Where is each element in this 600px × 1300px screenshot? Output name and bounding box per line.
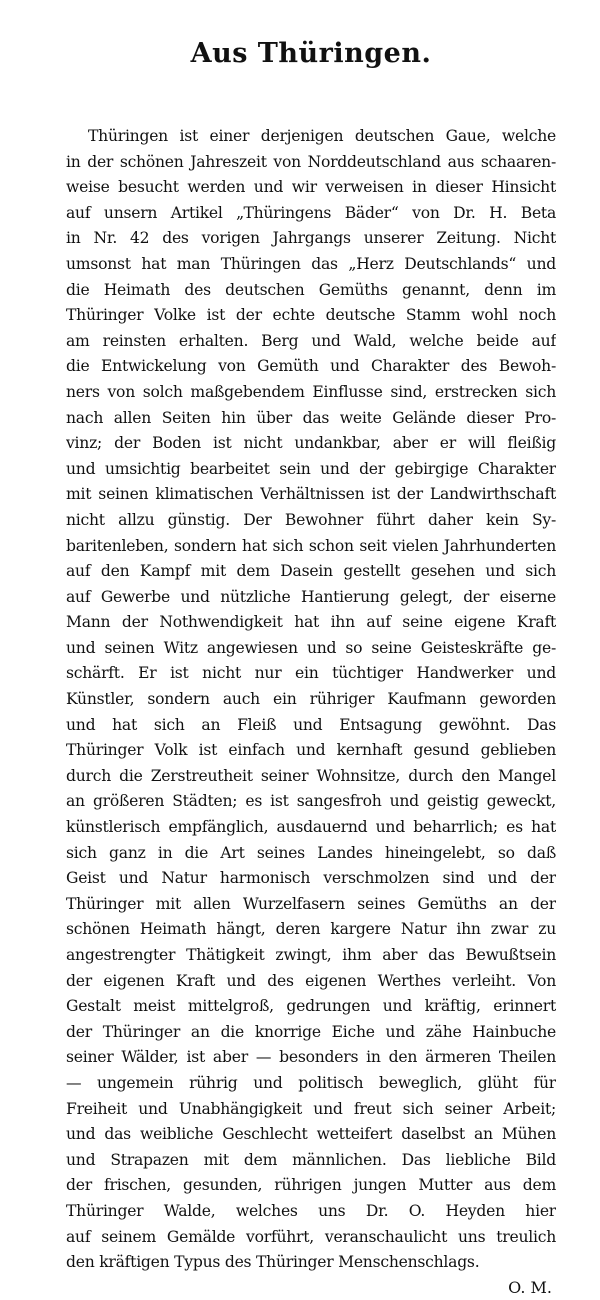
text-line: auf unsern Artikel „Thüringens Bäder“ von Dr. H. Beta — [66, 203, 556, 222]
text-line: schärft. Er ist nicht nur ein tüchtiger Handwerker und — [66, 664, 556, 683]
text-line: Thüringer mit allen Wurzelfasern seines Gemüths an der — [66, 894, 556, 913]
text-line: künstlerisch empfänglich, ausdauernd und beharrlich; es hat — [66, 818, 556, 837]
text-line: den kräftigen Typus des Thüringer Menschenschlags. — [66, 1253, 480, 1272]
text-line: nicht allzu günstig. Der Bewohner führt daher kein Sy- — [66, 510, 556, 529]
text-line: und seinen Witz angewiesen und so seine Geisteskräfte ge- — [66, 638, 556, 657]
text-line: und hat sich an Fleiß und Entsagung gewöhnt. Das — [66, 715, 556, 734]
text-line: umsonst hat man Thüringen das „Herz Deutschlands“ und — [66, 254, 556, 273]
text-line: sich ganz in die Art seines Landes hineingelebt, so daß — [66, 843, 556, 862]
text-line: Geist und Natur harmonisch verschmolzen sind und der — [66, 869, 556, 888]
text-line: Gestalt meist mittelgroß, gedrungen und kräftig, erinnert — [66, 997, 556, 1016]
text-line: Thüringer Walde, welches uns Dr. O. Heyden hier — [66, 1201, 556, 1220]
text-line: der Thüringer an die knorrige Eiche und zähe Hainbuche — [66, 1022, 556, 1041]
text-line: und das weibliche Geschlecht wetteifert daselbst an Mühen — [66, 1125, 556, 1144]
text-line: angestrengter Thätigkeit zwingt, ihm aber das Bewußtsein — [66, 946, 556, 964]
text-line: Thüringen ist einer derjenigen deutschen Gaue, welche — [88, 127, 556, 145]
text-line: ners von solch maßgebendem Einflusse sind, erstrecken sich — [66, 382, 556, 401]
text-line: Freiheit und Unabhängigkeit und freut sich seiner Arbeit; — [66, 1099, 556, 1118]
text-line: Künstler, sondern auch ein rühriger Kaufmann geworden — [66, 690, 556, 709]
text-line: auf den Kampf mit dem Dasein gestellt gesehen und sich — [66, 562, 556, 581]
text-line: auf seinem Gemälde vorführt, veranschaulicht uns treulich — [66, 1227, 556, 1246]
text-line: die Heimath des deutschen Gemüths genannt, denn im — [66, 280, 556, 299]
text-line: weise besucht werden und wir verweisen in dieser Hinsicht — [66, 178, 556, 197]
text-line: in Nr. 42 des vorigen Jahrgangs unserer Zeitung. Nicht — [66, 229, 556, 248]
article-body — [66, 124, 556, 1276]
text-line: und Strapazen mit dem männlichen. Das liebliche Bild — [66, 1150, 556, 1169]
text-line: und umsichtig bearbeitet sein und der gebirgige Charakter — [66, 459, 556, 478]
text-line: baritenleben, sondern hat sich schon seit vielen Jahrhunderten — [66, 536, 556, 555]
text-line: auf Gewerbe und nützliche Hantierung gelegt, der eiserne — [66, 587, 556, 606]
text-line: durch die Zerstreutheit seiner Wohnsitze, durch den Mangel — [66, 766, 556, 785]
text-line: — ungemein rührig und politisch beweglich, glüht für — [66, 1073, 556, 1092]
article-title: Aus Thüringen. — [190, 38, 432, 69]
text-line: nach allen Seiten hin über das weite Gelände dieser Pro- — [66, 408, 556, 427]
text-line: der frischen, gesunden, rührigen jungen Mutter aus dem — [66, 1176, 556, 1195]
text-line: die Entwickelung von Gemüth und Charakter des Bewoh- — [66, 357, 556, 376]
author-signature: O. M. — [508, 1277, 552, 1297]
text-line: vinz; der Boden ist nicht undankbar, aber er will fleißig — [66, 434, 556, 453]
text-line: am reinsten erhalten. Berg und Wald, welche beide auf — [66, 331, 556, 350]
text-line: der eigenen Kraft und des eigenen Werthes verleiht. Von — [66, 971, 556, 990]
text-line: seiner Wälder, ist aber — besonders in den ärmeren Theilen — [66, 1048, 556, 1067]
text-line: schönen Heimath hängt, deren kargere Natur ihn zwar zu — [66, 920, 556, 939]
text-line: Thüringer Volk ist einfach und kernhaft gesund geblieben — [66, 741, 556, 760]
text-line: mit seinen klimatischen Verhältnissen ist der Landwirthschaft — [66, 485, 556, 504]
text-line: Thüringer Volke ist der echte deutsche Stamm wohl noch — [66, 306, 556, 325]
text-line: an größeren Städten; es ist sangesfroh und geistig geweckt, — [66, 792, 556, 811]
text-line: Mann der Nothwendigkeit hat ihn auf seine eigene Kraft — [66, 613, 556, 632]
text-line: in der schönen Jahreszeit von Norddeutschland aus schaaren- — [66, 152, 556, 171]
